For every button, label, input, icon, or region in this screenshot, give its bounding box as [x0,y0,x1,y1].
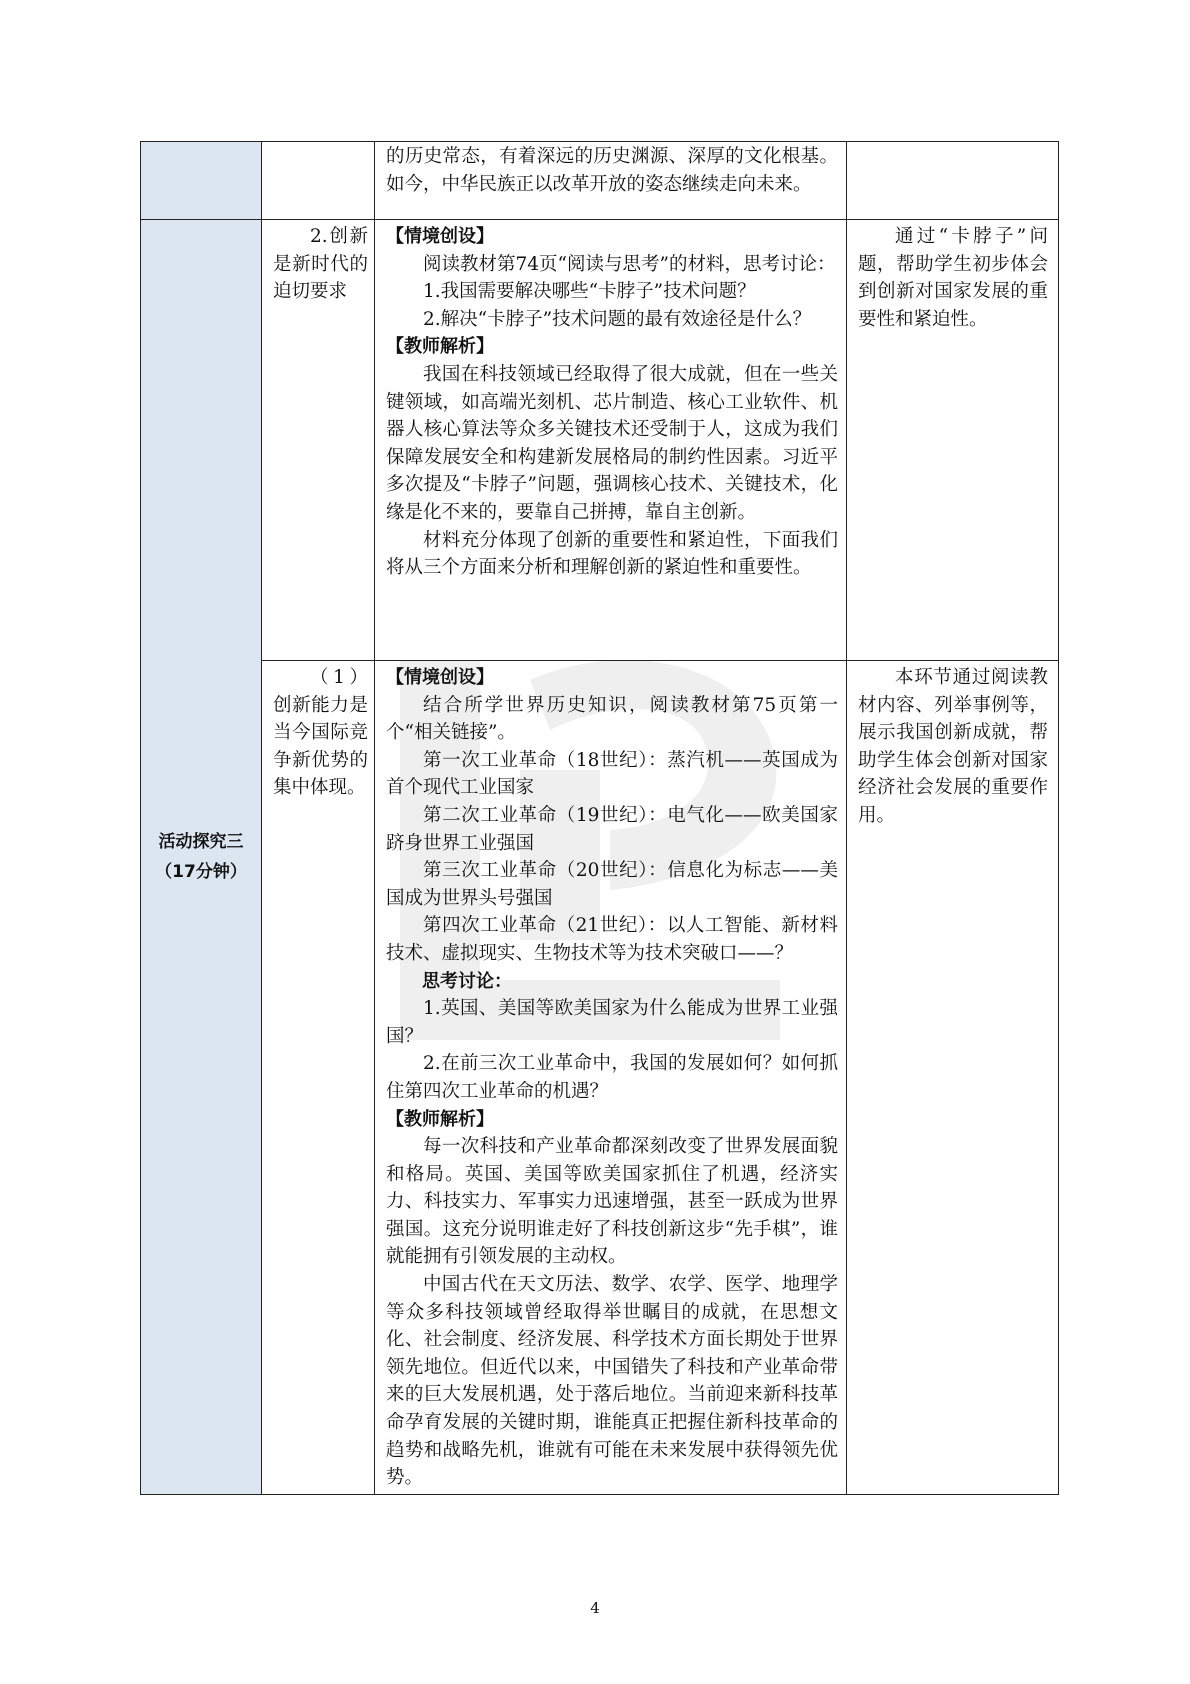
section-2-row [141,220,1059,661]
section-2-analysis-2: 材料充分体现了创新的重要性和紧迫性，下面我们将从三个方面来分析和理解创新的紧迫性和重要性。 [386,529,838,579]
section-2-intent: 通过“卡脖子”问题，帮助学生初步体会到创新对国家发展的重要性和紧迫性。 [858,226,1048,330]
section-2-1-intent: 本环节通过阅读教材内容、列举事例等，展示我国创新成就，帮助学生体会创新对国家经济社会发展的重要作用。 [858,667,1048,826]
intent-cell-section-2-1 [847,661,1059,1495]
section-2-topic: 2.创新是新时代的迫切要求 [273,226,368,303]
section-2-1-question-2: 2.在前三次工业革命中，我国的发展如何？如何抓住第四次工业革命的机遇？ [386,1053,838,1102]
revolution-item: 第一次工业革命（18世纪）：蒸汽机——英国成为首个现代工业国家 [386,749,838,799]
content-cell-section-2-1 [375,661,847,1495]
section-2-1-scenario-heading: 【情境创设】 [386,667,494,688]
stage-name: 活动探究三 [158,831,244,852]
content-cell-continued [375,142,847,220]
stage-cell [141,220,262,1495]
section-2-analysis-1: 我国在科技领域已经取得了很大成就，但在一些关键领域，如高端光刻机、芯片制造、核心工业软件、机器人核心算法等众多关键技术还受制于人，这成为我们保障发展安全和构建新发展格局的制约性因素。习近平多次提及“卡脖子”问题，强调核心技术、关键技术，化缘是化不来的，要靠自己拼搏，靠自主创新。 [386,363,838,523]
discussion-heading: 思考讨论： [422,970,512,992]
continued-text: 的历史常态，有着深远的历史渊源、深厚的文化根基。如今，中华民族正以改革开放的姿态继续走向未来。 [386,146,838,195]
section-2-1-analysis-heading: 【教师解析】 [386,1108,494,1130]
stage-cell-continued [141,142,262,220]
section-2-question-1: 1.我国需要解决哪些“卡脖子”技术问题？ [423,281,756,303]
section-2-1-analysis-1: 每一次科技和产业革命都深刻改变了世界发展面貌和格局。英国、美国等欧美国家抓住了机遇，经济实力、科技实力、军事实力迅速增强，甚至一跃成为世界强国。这充分说明谁走好了科技创新这步“先手棋”，谁就能拥有引领发展的主动权。 [386,1136,838,1268]
continued-row [141,142,1059,220]
section-2-analysis-heading: 【教师解析】 [386,336,494,358]
section-2-1-analysis-2: 中国古代在天文历法、数学、农学、医学、地理学等众多科技领域曾经取得举世瞩目的成就，在思想文化、社会制度、经济发展、科学技术方面长期处于世界领先地位。但近代以来，中国错失了科技和产业革命带来的巨大发展机遇，处于落后地位。当前迎来新科技革命孕育发展的关键时期，谁能真正把握住新科技革命的趋势和战略先机，谁就有可能在未来发展中获得领先优势。 [386,1274,838,1489]
section-2-1-question-1: 1.英国、美国等欧美国家为什么能成为世界工业强国？ [386,998,838,1047]
topic-cell-section-2 [262,220,375,661]
lesson-plan-table [140,141,1059,1495]
stage-duration: （17分钟） [155,861,247,882]
topic-cell-section-2-1 [262,661,375,1495]
section-2-1-scenario-text: 结合所学世界历史知识，阅读教材第75页第一个“相关链接”。 [386,694,838,744]
intent-cell-continued [847,142,1059,220]
revolution-item: 第四次工业革命（21世纪）：以人工智能、新材料技术、虚拟现实、生物技术等为技术突破口——？ [386,915,838,964]
topic-cell-continued [262,142,375,220]
page-number: 4 [590,1599,600,1617]
section-2-question-2: 2.解决“卡脖子”技术问题的最有效途径是什么？ [423,308,812,330]
revolution-item: 第三次工业革命（20世纪）：信息化为标志——美国成为世界头号强国 [386,860,838,909]
intent-cell-section-2 [847,220,1059,661]
section-2-1-topic: （1）创新能力是当今国际竞争新优势的集中体现。 [273,667,368,799]
lesson-plan-sheet [140,141,1058,1495]
content-cell-section-2 [375,220,847,661]
section-2-scenario-text: 阅读教材第74页“阅读与思考”的材料，思考讨论： [423,253,836,275]
section-2-scenario-heading: 【情境创设】 [386,226,494,247]
section-2-1-row [141,661,1059,1495]
revolution-item: 第二次工业革命（19世纪）：电气化——欧美国家跻身世界工业强国 [386,804,838,854]
